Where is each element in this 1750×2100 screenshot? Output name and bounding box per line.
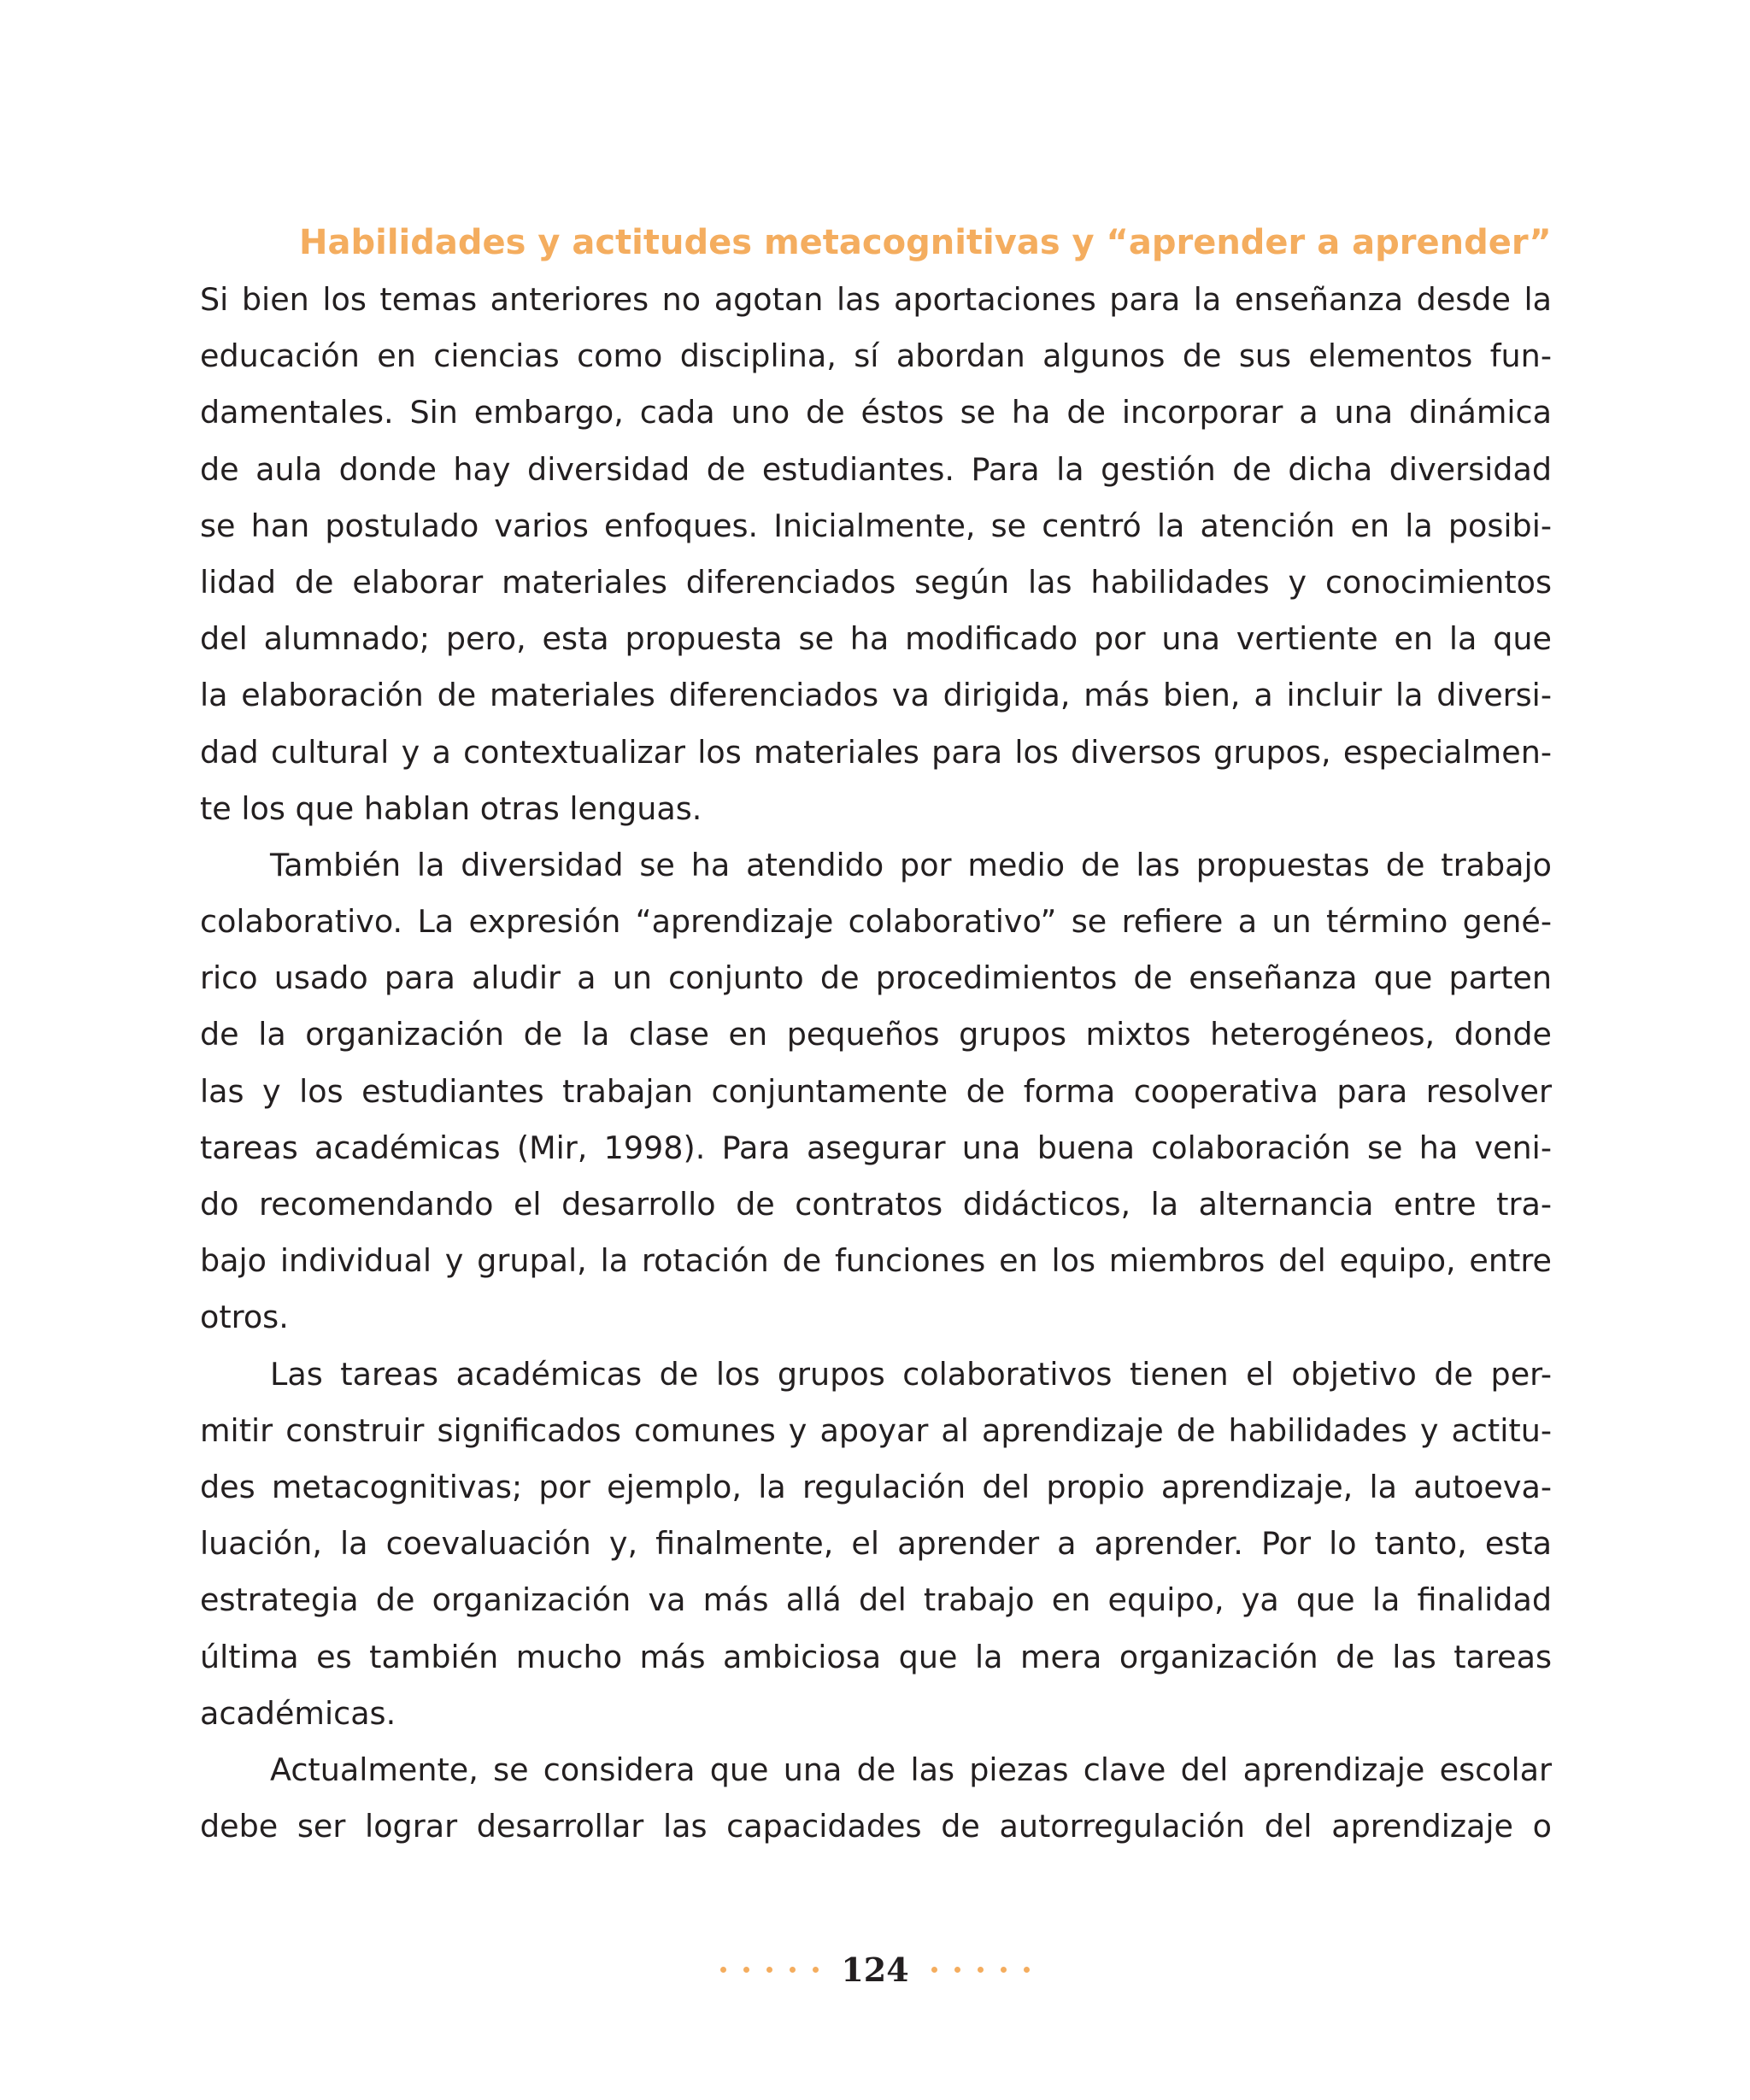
dot-ornament — [978, 1967, 984, 1973]
paragraph — [200, 1346, 1552, 1742]
paragraph-line: última es también mucho más ambiciosa que la mera organización de las tareas — [200, 1638, 1552, 1675]
paragraph-line: debe ser lograr desarrollar las capacidades de autorregulación del aprendizaje o — [200, 1808, 1552, 1845]
footer-dots-right — [931, 1967, 1030, 1973]
paragraph-line: Si bien los temas anteriores no agotan las aportaciones para la enseñanza desde la — [200, 281, 1552, 318]
dot-ornament — [720, 1967, 726, 1973]
paragraph-line: de aula donde hay diversidad de estudiantes. Para la gestión de dicha diversidad — [200, 450, 1552, 488]
dot-ornament — [766, 1967, 772, 1973]
paragraph-line: la elaboración de materiales diferenciados va dirigida, más bien, a incluir la diversi- — [200, 677, 1552, 714]
page-footer — [0, 1944, 1750, 1995]
paragraph-line: Las tareas académicas de los grupos colaborativos tienen el objetivo de per- — [270, 1355, 1552, 1393]
paragraph-line: tareas académicas (Mir, 1998). Para asegurar una buena colaboración se ha veni- — [200, 1129, 1552, 1166]
dot-ornament — [813, 1967, 819, 1973]
paragraph-line: do recomendando el desarrollo de contratos didácticos, la alternancia entre tra- — [200, 1186, 1552, 1223]
body-text — [200, 272, 1552, 1855]
dot-ornament — [954, 1967, 960, 1973]
dot-ornament — [1001, 1967, 1007, 1973]
paragraph — [200, 1742, 1552, 1855]
paragraph-line: académicas. — [200, 1694, 396, 1732]
paragraph-line: lidad de elaborar materiales diferenciados según las habilidades y conocimientos — [200, 563, 1552, 601]
paragraph — [200, 837, 1552, 1346]
paragraph-line: luación, la coevaluación y, finalmente, el aprender a aprender. Por lo tanto, esta — [200, 1525, 1552, 1563]
paragraph-line: de la organización de la clase en pequeños grupos mixtos heterogéneos, donde — [200, 1016, 1552, 1053]
paragraph-line: des metacognitivas; por ejemplo, la regulación del propio aprendizaje, la autoeva- — [200, 1468, 1552, 1505]
paragraph-line: educación en ciencias como disciplina, sí abordan algunos de sus elementos fun- — [200, 337, 1552, 375]
page-number: 124 — [841, 1950, 909, 1989]
paragraph-line: del alumnado; pero, esta propuesta se ha modificado por una vertiente en la que — [200, 620, 1552, 658]
paragraph-line: bajo individual y grupal, la rotación de funciones en los miembros del equipo, entre — [200, 1242, 1552, 1280]
paragraph-line: Actualmente, se considera que una de las piezas clave del aprendizaje escolar — [270, 1751, 1552, 1788]
paragraph-line: colaborativo. La expresión “aprendizaje colaborativo” se refiere a un término gené- — [200, 903, 1552, 941]
paragraph-line: las y los estudiantes trabajan conjuntamente de forma cooperativa para resolver — [200, 1072, 1552, 1110]
paragraph-line: mitir construir significados comunes y apoyar al aprendizaje de habilidades y actitu- — [200, 1411, 1552, 1449]
dot-ornament — [1024, 1967, 1030, 1973]
paragraph-line: se han postulado varios enfoques. Inicialmente, se centró la atención en la posibi- — [200, 507, 1552, 544]
paragraph-line: damentales. Sin embargo, cada uno de éstos se ha de incorporar a una dinámica — [200, 394, 1552, 431]
paragraph-line: También la diversidad se ha atendido por medio de las propuestas de trabajo — [270, 846, 1552, 883]
paragraph-line: dad cultural y a contextualizar los materiales para los diversos grupos, especialmen- — [200, 733, 1552, 771]
paragraph-line: te los que hablan otras lenguas. — [200, 789, 702, 827]
dot-ornament — [931, 1967, 937, 1973]
paragraph-line: rico usado para aludir a un conjunto de procedimientos de enseñanza que parten — [200, 959, 1552, 997]
section-heading: Habilidades y actitudes metacognitivas y “aprender a aprender” — [299, 223, 1552, 262]
paragraph-line: otros. — [200, 1299, 289, 1336]
paragraph — [200, 272, 1552, 837]
dot-ornament — [790, 1967, 796, 1973]
dot-ornament — [743, 1967, 749, 1973]
footer-dots-left — [720, 1967, 819, 1973]
paragraph-line: estrategia de organización va más allá del trabajo en equipo, ya que la finalidad — [200, 1581, 1552, 1619]
